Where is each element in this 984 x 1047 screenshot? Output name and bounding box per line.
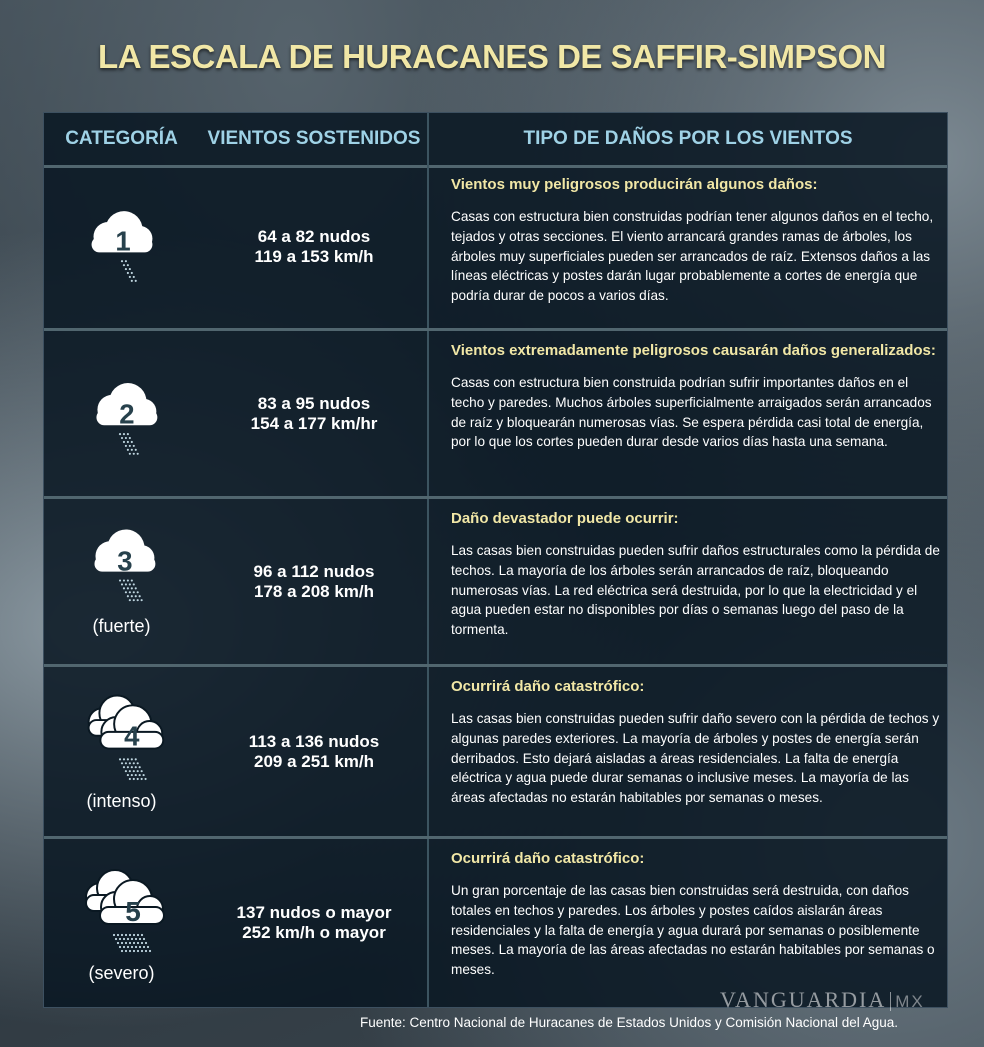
category-label: (intenso) bbox=[86, 791, 157, 811]
wind-knots: 83 a 95 nudos bbox=[257, 393, 371, 413]
category-number: 3 bbox=[117, 545, 133, 577]
wind-knots: 113 a 136 nudos bbox=[248, 731, 380, 751]
logo-name: VANGUARDIA bbox=[720, 987, 887, 1012]
cloud-2-icon bbox=[44, 331, 199, 496]
category-cell bbox=[44, 839, 199, 1007]
damage-title: Vientos extremadamente peligrosos causarán daños generalizados: bbox=[451, 342, 936, 359]
category-number: 2 bbox=[119, 398, 135, 430]
damage-cell bbox=[451, 511, 941, 640]
category-cell bbox=[44, 499, 199, 664]
logo-suffix: MX bbox=[890, 992, 925, 1011]
damage-title: Ocurrirá daño catastrófico: bbox=[451, 678, 645, 695]
category-cell bbox=[44, 331, 199, 496]
damage-text: Las casas bien construidas pueden sufrir daño severo con la pérdida de techos y algunas paredes exteriores. La mayoría de árboles y postes de energía serán derribados. Esto dejará aisladas a áreas residenciales. La falta de energía eléctrica y agua puede durar semanas o inclusive meses. La mayoría de las áreas afectadas no estarán habitables por semanas o meses. bbox=[451, 711, 940, 806]
cloud-3-icon bbox=[44, 499, 199, 664]
wind-speed-cell bbox=[201, 839, 427, 1007]
wind-speed-cell bbox=[201, 667, 427, 836]
wind-kmh: 178 a 208 km/h bbox=[253, 581, 375, 601]
damage-cell bbox=[451, 679, 941, 808]
hurricane-scale-table bbox=[43, 112, 948, 1008]
damage-title: Vientos muy peligrosos producirán algunos daños: bbox=[451, 176, 818, 193]
category-cell bbox=[44, 165, 199, 328]
wind-speed-cell bbox=[201, 331, 427, 496]
cloud-1-icon bbox=[44, 165, 199, 328]
wind-knots: 137 nudos o mayor bbox=[236, 903, 392, 922]
damage-cell bbox=[451, 343, 941, 452]
table-row-cat-2 bbox=[44, 331, 947, 499]
table-row-cat-3 bbox=[44, 499, 947, 667]
wind-kmh: 252 km/h o mayor bbox=[242, 923, 386, 942]
wind-speed-cell bbox=[201, 165, 427, 328]
damage-text: Casas con estructura bien construidas podrían tener algunos daños en el techo, tejados y otras secciones. El viento arrancará grandes ramas de árboles, los árboles muy superficiales pueden ser arrancados de raíz. Extensos daños a las líneas eléctricas y postes darán lugar probablemente a cortes de energía que podría durar de pocos a varios días. bbox=[451, 209, 934, 304]
damage-text: Casas con estructura bien construida podrían sufrir importantes daños en el techo y paredes. Muchos árboles superficialmente arraigados serán arrancados de raíz y bloquearán numerosas vías. Se espera pérdida casi total de energía, por lo que los cortes pueden durar desde varios días hasta una semana. bbox=[451, 375, 932, 450]
wind-kmh: 119 a 153 km/h bbox=[254, 246, 374, 266]
source-note: Fuente: Centro Nacional de Huracanes de Estados Unidos y Comisión Nacional del Agua. bbox=[360, 1015, 899, 1030]
wind-knots: 96 a 112 nudos bbox=[253, 561, 375, 581]
category-label: (severo) bbox=[88, 963, 155, 983]
damage-cell bbox=[451, 851, 941, 980]
wind-knots: 64 a 82 nudos bbox=[257, 226, 371, 246]
category-cell bbox=[44, 667, 199, 836]
table-row-cat-5 bbox=[44, 839, 947, 1007]
damage-text: Un gran porcentaje de las casas bien construidas será destruida, con daños totales en techos y paredes. Los árboles y postes caídos aislarán áreas residenciales y la falta de energía y agua durará por semanas o posiblemente meses. La mayoría de las áreas afectadas no estarán habitables por semanas o meses. bbox=[451, 883, 935, 978]
vanguardia-logo bbox=[720, 987, 925, 1013]
header-winds: VIENTOS SOSTENIDOS bbox=[207, 128, 421, 149]
wind-kmh: 209 a 251 km/h bbox=[253, 751, 375, 771]
table-header bbox=[44, 113, 947, 168]
header-category: CATEGORÍA bbox=[65, 128, 178, 149]
table-row-cat-1 bbox=[44, 165, 947, 331]
table-row-cat-4 bbox=[44, 667, 947, 839]
wind-kmh: 154 a 177 km/hr bbox=[250, 413, 378, 433]
page-title: LA ESCALA DE HURACANES DE SAFFIR-SIMPSON bbox=[98, 38, 886, 75]
category-number: 1 bbox=[115, 225, 131, 257]
category-label: (fuerte) bbox=[92, 616, 151, 636]
damage-cell bbox=[451, 177, 941, 306]
damage-text: Las casas bien construidas pueden sufrir daños estructurales como la pérdida de techos. La mayoría de los árboles serán arrancados de raíz, bloqueando numerosas vías. La red eléctrica será destruida, por lo que la electricidad y el agua pueden estar no disponibles por días o semanas luego del paso de la tormenta. bbox=[451, 543, 940, 638]
header-damage: TIPO DE DAÑOS POR LOS VIENTOS bbox=[523, 128, 853, 149]
damage-title: Daño devastador puede ocurrir: bbox=[451, 510, 679, 527]
category-number: 4 bbox=[124, 720, 140, 752]
damage-title: Ocurrirá daño catastrófico: bbox=[451, 850, 645, 867]
category-number: 5 bbox=[125, 896, 141, 927]
wind-speed-cell bbox=[201, 499, 427, 664]
